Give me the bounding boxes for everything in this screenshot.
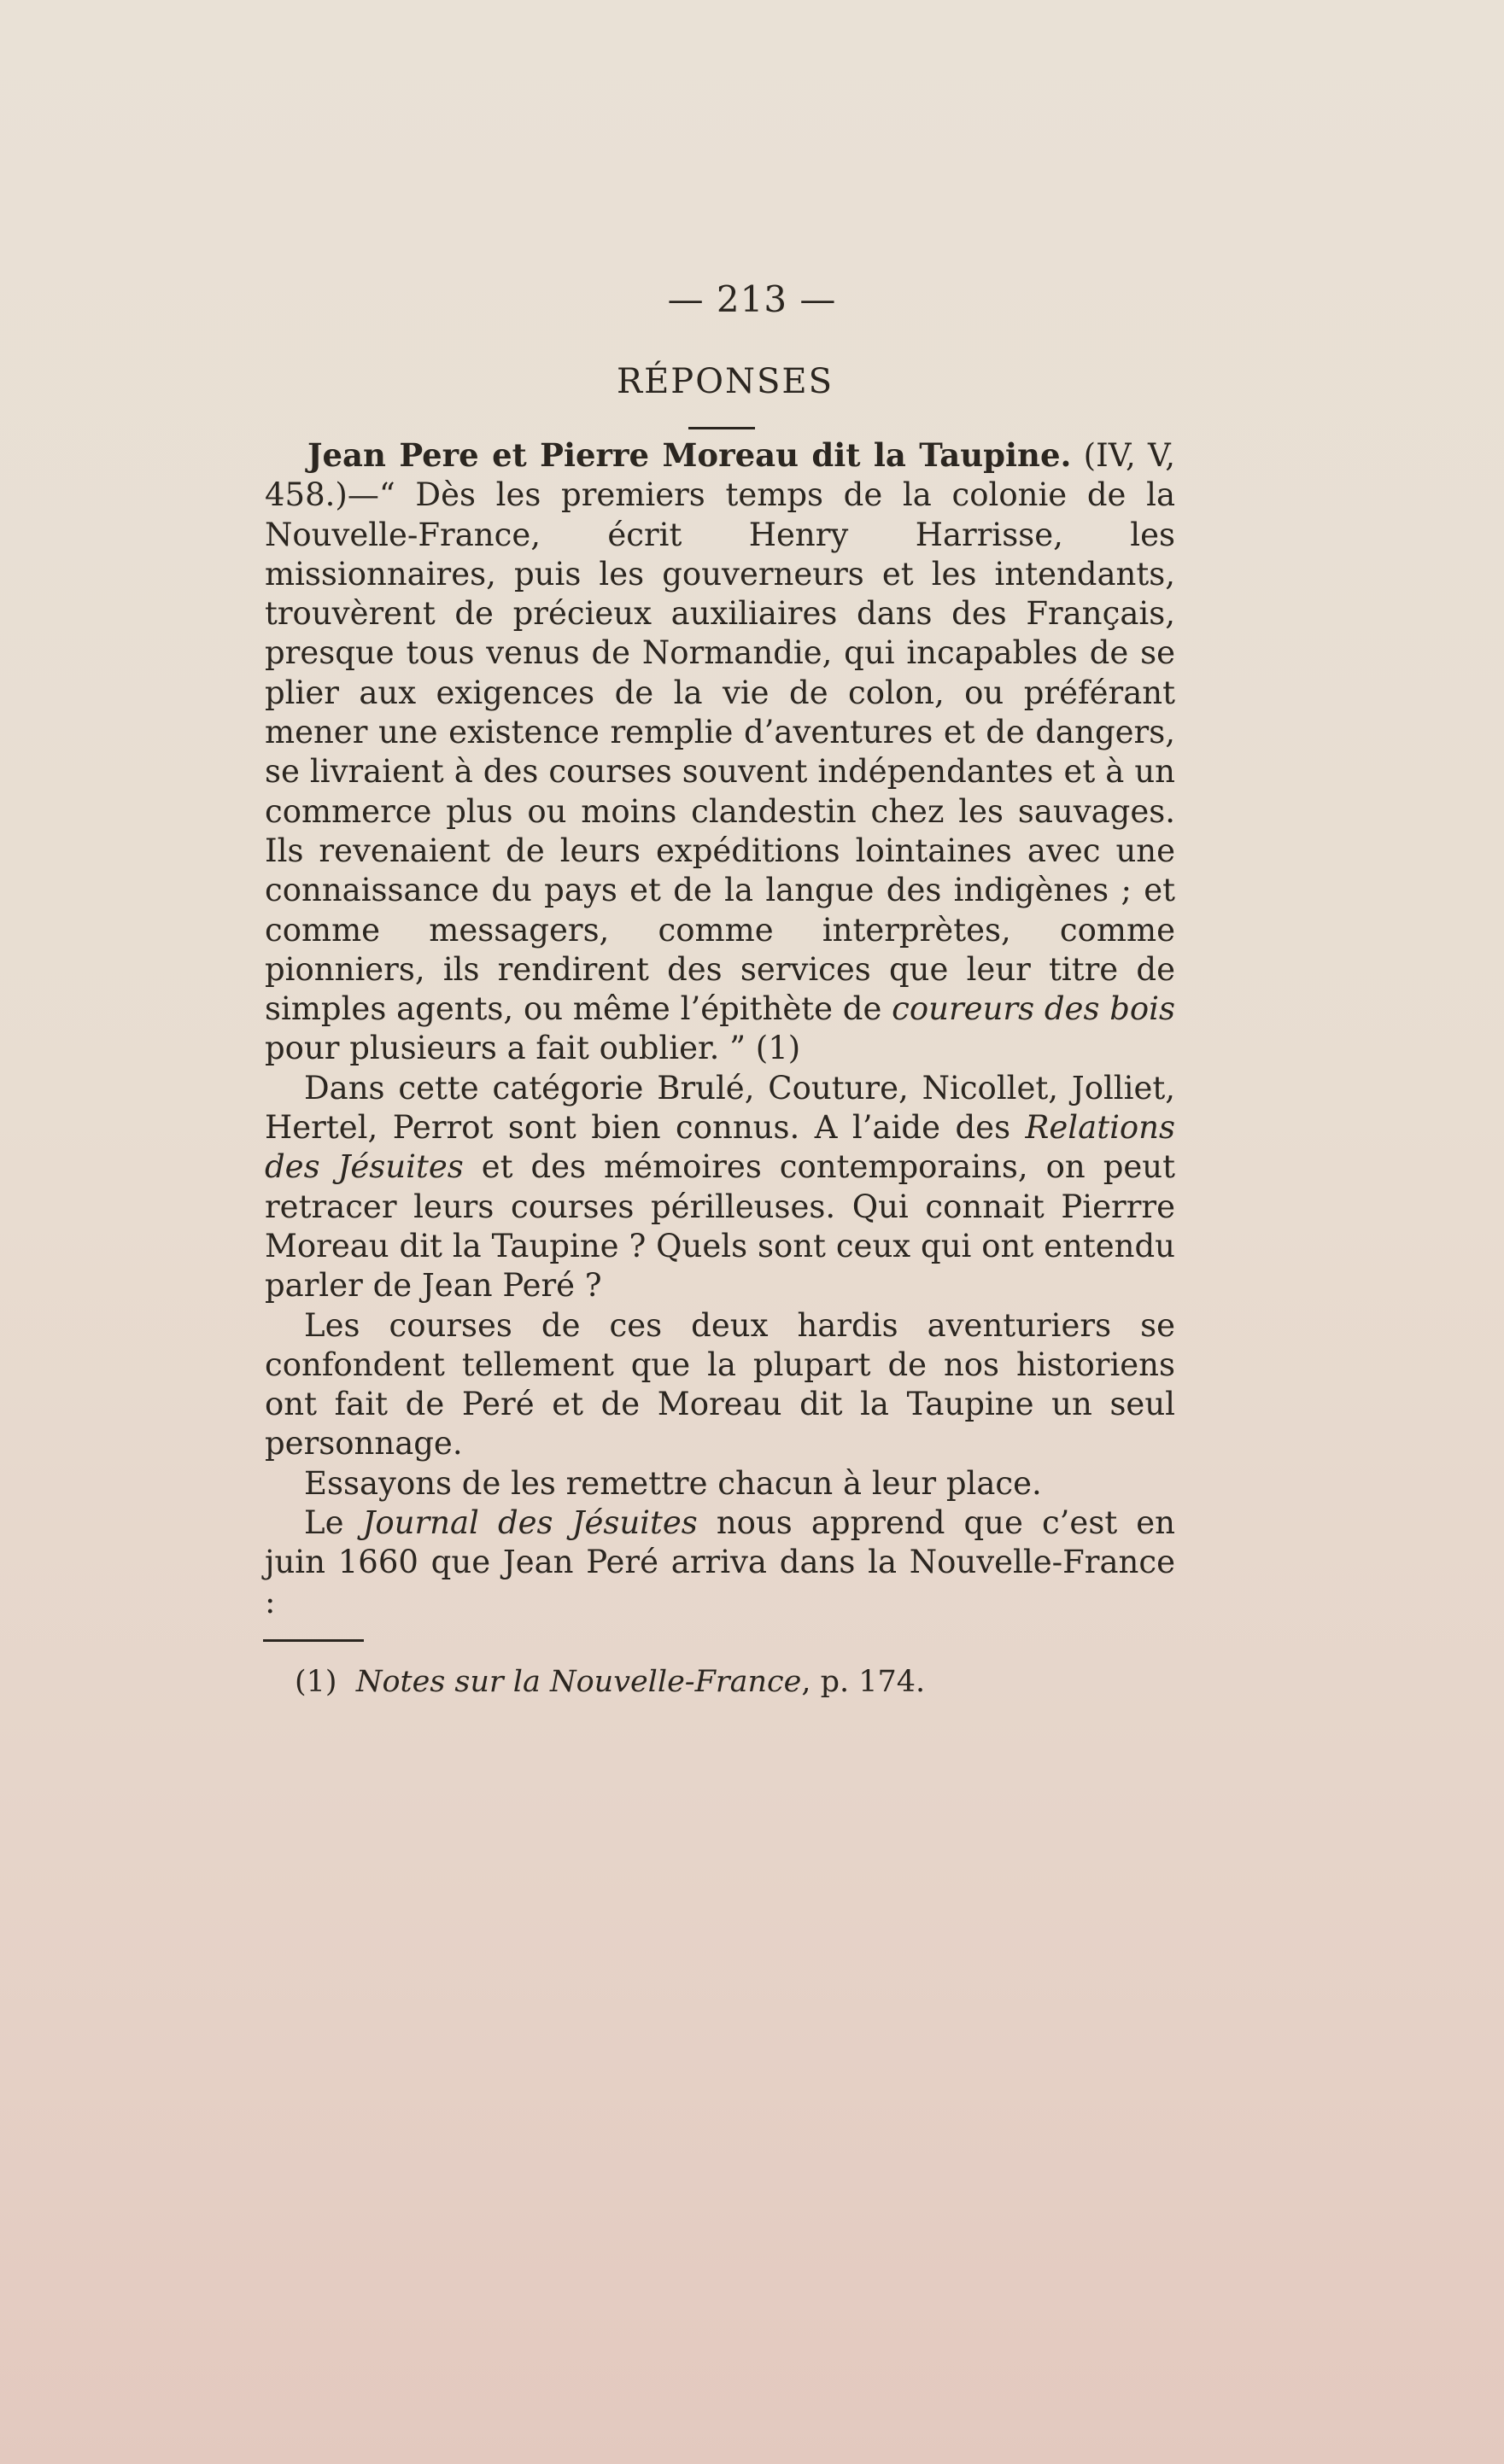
paragraph-2-italic: Relations des Jésuites xyxy=(265,1109,1175,1186)
article-heading: Jean Pere et Pierre Moreau dit la Taupine. xyxy=(307,436,1072,474)
paragraph-1 xyxy=(265,435,1175,1069)
paragraph-5-italic: Journal des Jésuites xyxy=(362,1504,698,1542)
paragraph-4: Essayons de les remettre chacun à leur place. xyxy=(304,1464,1042,1502)
title-divider xyxy=(688,427,755,429)
footnote-divider xyxy=(263,1639,364,1642)
paragraph-1-text-b: pour plusieurs a fait oublier. ” (1) xyxy=(265,1030,801,1067)
footnote-page-ref: , p. 174. xyxy=(801,1665,926,1699)
paragraph-1-italic: coureurs des bois xyxy=(892,990,1176,1028)
page-number: — 213 — xyxy=(667,278,837,320)
section-title: RÉPONSES xyxy=(616,362,834,401)
paragraph-3: Les courses de ces deux hardis aventuriers se confondent tellement que la plupart de nos historiens ont fait de Peré et de Moreau dit la Taupine un seul personnage. xyxy=(265,1306,1175,1463)
footnote-marker: (1) xyxy=(295,1665,337,1699)
paragraph-2-text-b: et des mémoires contemporains, on peut retracer leurs courses périlleuses. Qui connait Pierrre Moreau dit la Taupine ? Quels sont ceux qui ont entendu parler de Jean Peré ? xyxy=(265,1148,1175,1305)
paragraph-5-text-b: nous apprend que c’est en juin 1660 que Jean Peré arriva dans la Nouvelle-France : xyxy=(265,1504,1175,1620)
article-body xyxy=(265,435,1175,1622)
paragraph-5-text-a: Le xyxy=(304,1504,363,1542)
paragraph-2 xyxy=(265,1069,1175,1306)
footnote xyxy=(295,1665,925,1699)
paragraph-2-text-a: Dans cette catégorie Brulé, Couture, Nicollet, Jolliet, Hertel, Perrot sont bien connus. A l’aide des xyxy=(265,1069,1175,1147)
paragraph-1-text-a: (IV, V, 458.)—“ Dès les premiers temps de la colonie de la Nouvelle-France, écrit Henry Harrisse, les missionnaires, puis les gouverneurs et les intendants, trouvèrent de précieux auxiliaires dans des Français, presque tous venus de Normandie, qui incapables de se plier aux exigences de la vie de colon, ou préférant mener une existence remplie d’aventures et de dangers, se livraient à des courses souvent indépendantes et à un commerce plus ou moins clandestin chez les sauvages. Ils revenaient de leurs expéditions lointaines avec une connaissance du pays et de la langue des indigènes ; et comme messagers, comme interprètes, comme pionniers, ils rendirent des services que leur titre de simples agents, ou même l’épithète de xyxy=(265,437,1175,1028)
paragraph-5 xyxy=(265,1504,1175,1622)
footnote-source: Notes sur la Nouvelle-France xyxy=(355,1665,802,1699)
